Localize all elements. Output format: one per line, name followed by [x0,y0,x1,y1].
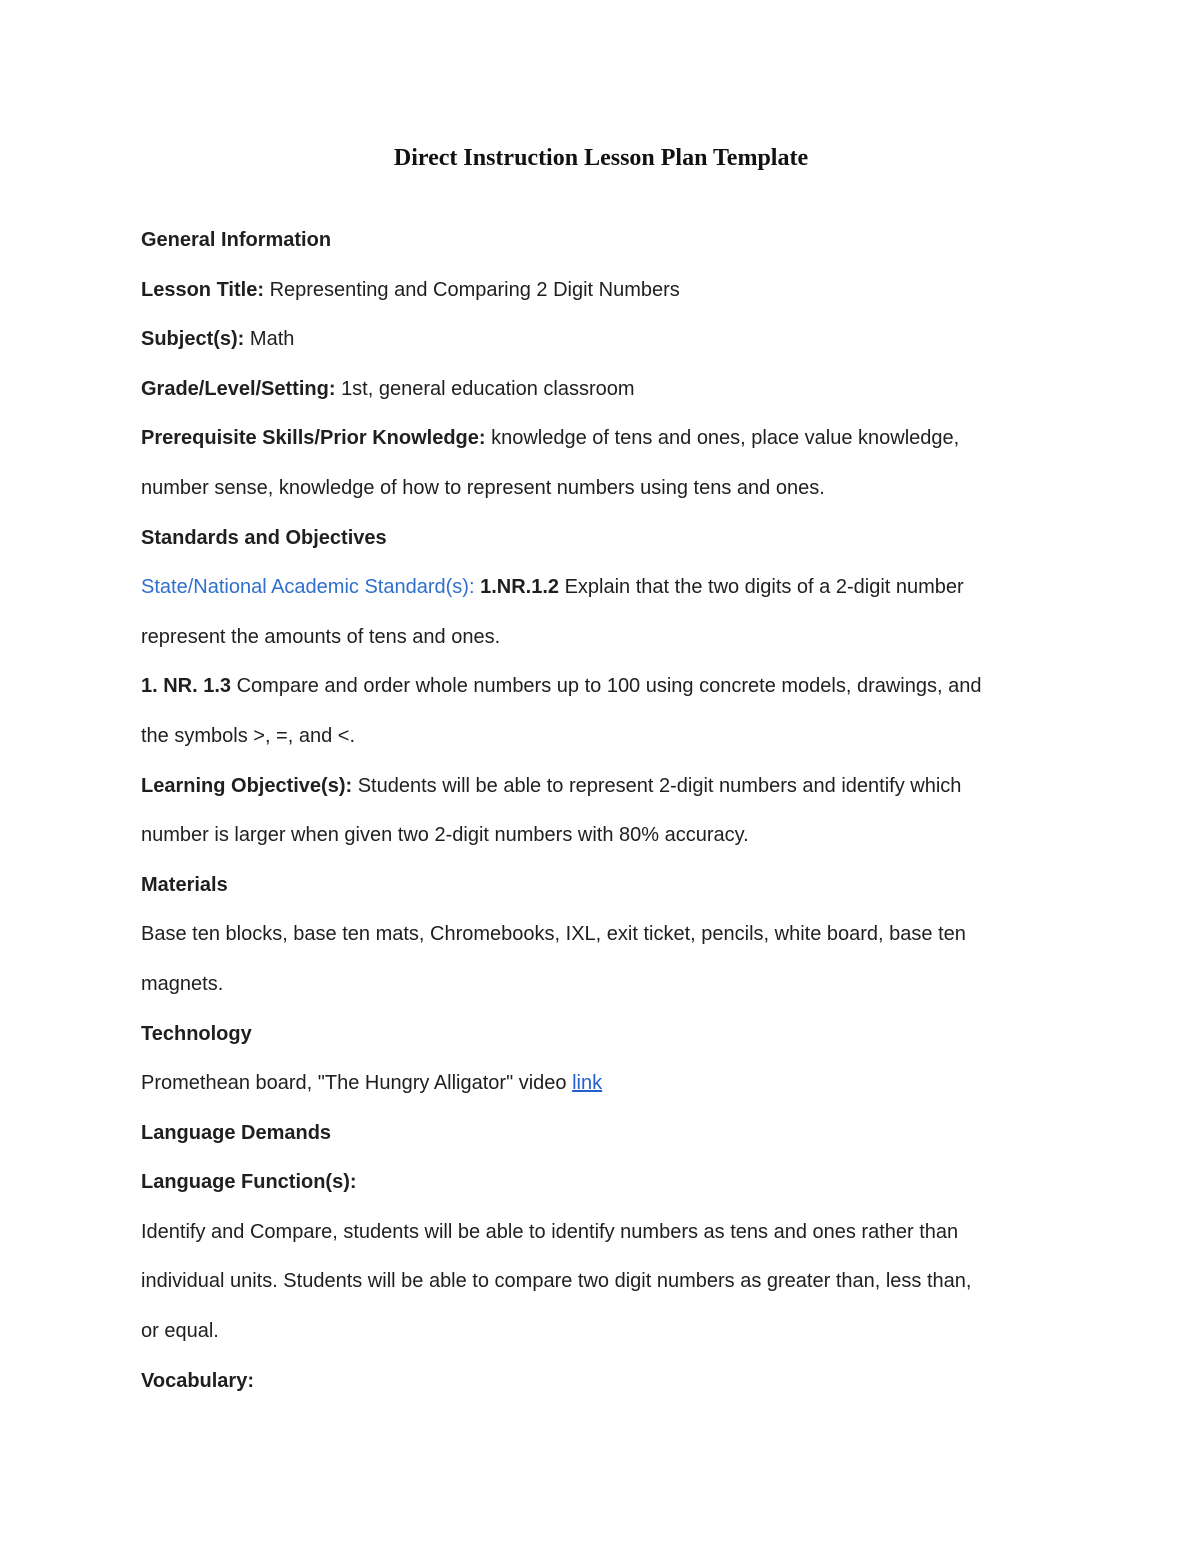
lesson-title-label: Lesson Title: [141,278,264,301]
prereq-value-line1: knowledge of tens and ones, place value knowledge, [491,427,960,450]
objective-label: Learning Objective(s): [141,774,353,797]
prereq-value-line2: number sense, knowledge of how to represent numbers using tens and ones. [141,476,825,499]
materials-heading: Materials [141,873,228,896]
technology-text: Promethean board, "The Hungry Alligator" video [141,1072,567,1095]
standard1-text-line2: represent the amounts of tens and ones. [141,625,501,648]
materials-line1: Base ten blocks, base ten mats, Chromebooks, IXL, exit ticket, pencils, white board, base ten [141,923,966,946]
general-info-heading: General Information [141,229,332,251]
materials-line2: magnets. [141,972,224,995]
video-link[interactable]: link [572,1072,603,1095]
subjects-label: Subject(s): [141,328,245,351]
technology-row [141,1059,1061,1109]
standard2-code: 1. NR. 1.3 [141,675,232,698]
language-line3: or equal. [141,1320,219,1343]
standard2-row [141,662,1061,712]
objective-line2: number is larger when given two 2-digit numbers with 80% accuracy. [141,824,749,847]
standard-label: State/National Academic Standard(s): [141,576,475,599]
document-body [141,128,1061,1406]
standard1-row [141,563,1061,613]
vocabulary-label: Vocabulary: [141,1369,254,1392]
subjects-value: Math [249,328,295,351]
language-line1: Identify and Compare, students will be able to identify numbers as tens and ones rather than [141,1220,959,1243]
lesson-title-row [141,266,1061,316]
technology-heading: Technology [141,1022,252,1045]
standard1-text-line1: Explain that the two digits of a 2-digit number [564,576,964,599]
language-function-label: Language Function(s): [141,1171,357,1194]
language-demands-heading: Language Demands [141,1121,332,1144]
prereq-label: Prerequisite Skills/Prior Knowledge: [141,427,486,450]
objective-row [141,762,1061,812]
standard2-text-line1: Compare and order whole numbers up to 100 using concrete models, drawings, and [236,675,982,698]
grade-row [141,365,1061,415]
grade-label: Grade/Level/Setting: [141,377,336,400]
language-line2: individual units. Students will be able to compare two digit numbers as greater than, less than, [141,1270,972,1293]
page-title: Direct Instruction Lesson Plan Template [393,145,809,171]
prereq-row [141,414,1061,464]
standard1-code: 1.NR.1.2 [480,576,560,599]
lesson-title-value: Representing and Comparing 2 Digit Numbers [269,278,680,301]
objective-line1: Students will be able to represent 2-digit numbers and identify which [357,774,962,797]
standard2-text-line2: the symbols >, =, and <. [141,724,356,747]
standards-heading: Standards and Objectives [141,526,387,549]
subjects-row [141,315,1061,365]
grade-value: 1st, general education classroom [341,377,635,400]
